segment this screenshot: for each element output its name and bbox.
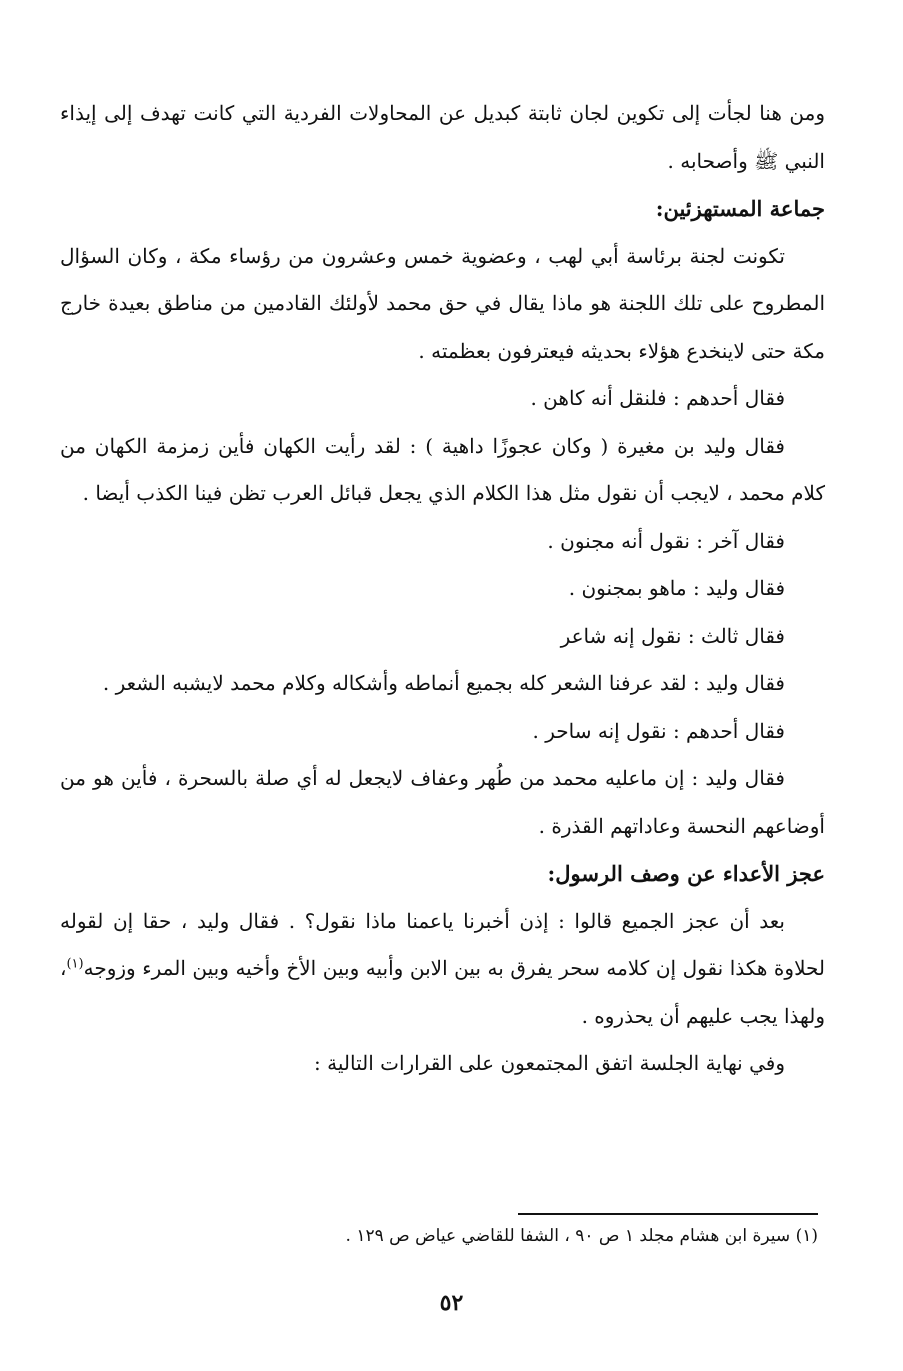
section-heading-inability: عجز الأعداء عن وصف الرسول: — [547, 861, 825, 886]
page-body — [60, 90, 825, 1088]
dialogue-line-7: فقال أحدهم : نقول إنه ساحر . — [532, 718, 785, 743]
closing-line: وفي نهاية الجلسة اتفق المجتمعون على القرارات التالية : — [314, 1051, 785, 1075]
after-text-part1: بعد أن عجز الجميع قالوا : إذن أخبرنا ياعمنا ماذا نقول؟ . فقال وليد ، حقا إن لقوله لحلاوة هكذا نقول إن كلامه سحر يفرق به بين الابن وأبيه وبين الأخ وأخيه وبين المرء وزوجه — [60, 908, 825, 980]
dialogue-line-8: فقال وليد : إن ماعليه محمد من طُهر وعفاف لايجعل له أي صلة بالسحرة ، فأين هو من أوضاعهم النحسة وعاداتهم القذرة . — [60, 766, 825, 838]
footnote-text: (١) سيرة ابن هشام مجلد ١ ص ٩٠ ، الشفا للقاضي عياض ص ١٢٩ . — [345, 1226, 818, 1246]
dialogue-line-4: فقال وليد : ماهو بمجنون . — [568, 576, 785, 600]
dialogue-line-5: فقال ثالث : نقول إنه شاعر — [560, 623, 785, 648]
dialogue-line-3: فقال آخر : نقول أنه مجنون . — [547, 528, 785, 553]
dialogue-line-1: فقال أحدهم : فلنقل أنه كاهن . — [530, 386, 785, 410]
dialogue-line-6: فقال وليد : لقد عرفنا الشعر كله بجميع أنماطه وأشكاله وكلام محمد لايشبه الشعر . — [102, 671, 785, 695]
after-paragraph — [60, 898, 825, 1041]
committee-paragraph: تكونت لجنة برئاسة أبي لهب ، وعضوية خمس وعشرون من رؤساء مكة ، وكان السؤال المطروح على تلك اللجنة هو ماذا يقال في حق محمد لأولئك القادمين من مناطق بعيدة خارج مكة حتى لاينخدع هؤلاء بحديثه فيعترفون بعظمته . — [60, 243, 825, 363]
dialogue-line-2: فقال وليد بن مغيرة ( وكان عجوزًا داهية ) : لقد رأيت الكهان فأين زمزمة الكهان من كلام محمد ، لايجب أن نقول مثل هذا الكلام الذي يجعل قبائل العرب تظن فينا الكذب أيضا . — [60, 433, 825, 505]
footnote-reference: (١) — [66, 956, 84, 972]
after-text-part2: ، ولهذا يجب عليهم أن يحذروه . — [60, 956, 825, 1028]
intro-paragraph: ومن هنا لجأت إلى تكوين لجان ثابتة كبديل عن المحاولات الفردية التي كانت تهدف إلى إيذاء النبي ﷺ وأصحابه . — [60, 101, 825, 173]
page-number: ٥٢ — [439, 1290, 464, 1316]
section-heading-mockers: جماعة المستهزئين: — [655, 196, 825, 221]
footnote-divider — [518, 1213, 818, 1215]
